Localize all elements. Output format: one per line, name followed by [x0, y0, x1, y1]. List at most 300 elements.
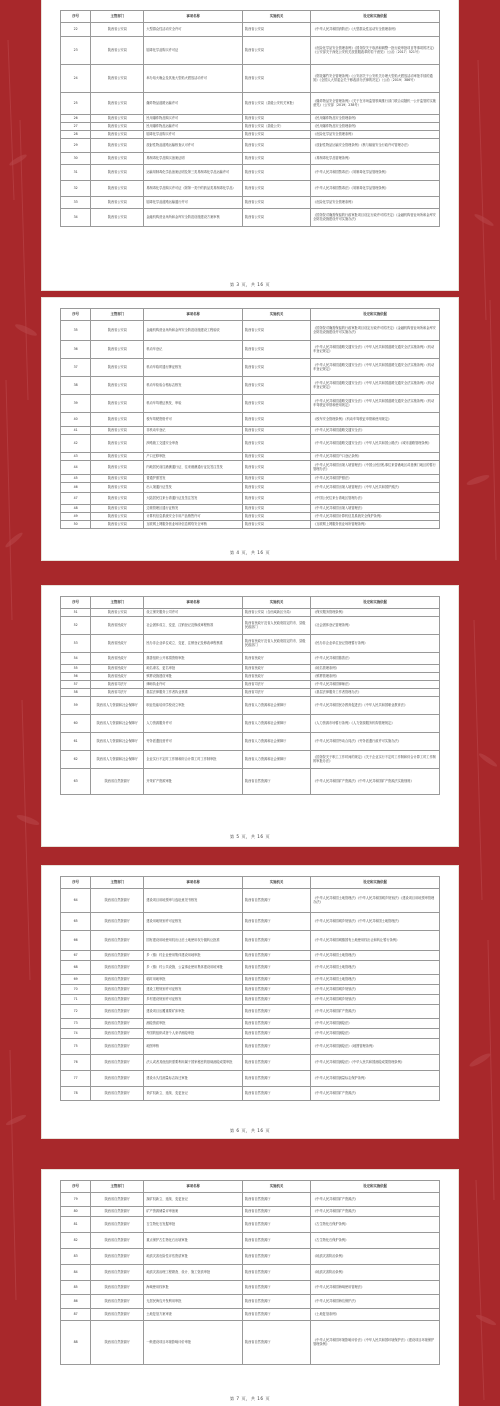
cell-no: 75: [61, 1039, 91, 1055]
table-row: [61, 1249, 440, 1265]
table-row: [61, 985, 440, 995]
cell-dept: 陕西省自然资源厅: [91, 975, 144, 985]
cell-law: 《民用爆炸物品安全管理条例》: [311, 115, 440, 123]
cell-no: 84: [61, 1265, 91, 1281]
cell-no: 81: [61, 1217, 91, 1233]
table-row: [61, 689, 440, 697]
cell-no: 53: [61, 635, 91, 653]
cell-law: 《民办非企业单位登记管理暂行条例》: [311, 635, 440, 653]
cell-org: 陕西省公安局: [242, 493, 310, 505]
cell-dept: 陕西省自然资源厅: [91, 1087, 144, 1101]
cell-law: 《中华人民共和国出境入境管理法》《中国公民因私事往来香港地区或者澳门地区的暂行管理办法》: [311, 461, 440, 475]
cell-dept: 陕西省公安局: [91, 395, 144, 413]
cell-no: 88: [61, 1321, 91, 1365]
table-row: [61, 461, 440, 475]
cell-org: 陕西省公安局: [242, 139, 310, 153]
cell-dept: 陕西省自然资源厅: [91, 1193, 144, 1207]
cell-dept: 陕西省自然资源厅: [91, 1029, 144, 1039]
table-row: [61, 165, 440, 181]
cell-no: 25: [61, 93, 91, 115]
table-row: [61, 913, 440, 931]
cell-org: 陕西省司法厅: [242, 681, 310, 689]
cell-law: 《人力资源市场暂行条例》《人力资源服务机构管理规定》: [311, 715, 440, 733]
table-row: [61, 197, 440, 209]
cell-item: 剧毒化学品购买许可证: [144, 37, 243, 65]
cell-dept: 陕西省公安局: [91, 181, 144, 197]
header-item: 事项名称: [144, 1181, 243, 1193]
table-row: [61, 951, 440, 961]
document-page: [42, 0, 458, 290]
cell-law: 《中华人民共和国出境入境管理法》: [311, 505, 440, 513]
table-row: [61, 483, 440, 493]
cell-no: 48: [61, 505, 91, 513]
table-row: [61, 453, 440, 461]
table-row: [61, 673, 440, 681]
cell-dept: 陕西省自然资源厅: [91, 1281, 144, 1295]
cell-law: 《中华人民共和国道路交通安全法》《中华人民共和国道路交通安全法实施条例》《机动车登记规定》: [311, 377, 440, 395]
cell-law: 《中华人民共和国出境入境管理法》《中华人民共和国护照法》: [311, 483, 440, 493]
cell-item: 互联网上网服务营业场所信息网络安全审核: [144, 521, 243, 529]
cell-no: 32: [61, 181, 91, 197]
cell-item: 社会团体成立、变更、注销登记及修改章程核准: [144, 617, 243, 635]
header-dept: 主管部门: [91, 877, 144, 889]
table-row: [61, 1005, 440, 1019]
cell-org: 陕西省民政厅: [242, 653, 310, 665]
cell-no: 54: [61, 653, 91, 665]
cell-item: 剧毒化学品购买许可: [144, 131, 243, 139]
table-row: [61, 1207, 440, 1217]
cell-item: 临时用地审批: [144, 975, 243, 985]
cell-no: 52: [61, 617, 91, 635]
table-row: [61, 359, 440, 377]
cell-dept: 陕西省自然资源厅: [91, 995, 144, 1005]
cell-no: 47: [61, 493, 91, 505]
cell-item: 剧毒化学品道路运输通行许可: [144, 197, 243, 209]
cell-item: 殡葬设施建设审批: [144, 673, 243, 681]
cell-org: 陕西省公安局: [242, 165, 310, 181]
cell-org: 陕西省公安局: [242, 23, 310, 37]
table-row: [61, 931, 440, 951]
cell-no: 69: [61, 975, 91, 985]
cell-org: 陕西省民政厅: [242, 665, 310, 673]
table-row: [61, 1309, 440, 1321]
table-row: [61, 23, 440, 37]
header-dept: 主管部门: [91, 11, 144, 23]
cell-org: 陕西省自然资源厅: [242, 1281, 310, 1295]
cell-no: 85: [61, 1281, 91, 1295]
cell-org: 陕西省自然资源厅: [242, 1193, 310, 1207]
table-row: [61, 1281, 440, 1295]
cell-dept: 陕西省公安局: [91, 153, 144, 165]
cell-org: 陕西省公安局: [242, 341, 310, 359]
cell-dept: 陕西省自然资源厅: [91, 1071, 144, 1087]
cell-dept: 陕西省公安局: [91, 93, 144, 115]
cell-dept: 陕西省公安局: [91, 427, 144, 435]
cell-item: 易制毒化学品购买备案证明: [144, 153, 243, 165]
cell-law: 《校车安全管理条例》《机动车驾驶证申领和使用规定》: [311, 413, 440, 427]
cell-item: 职业技能培训学校设立审批: [144, 697, 243, 715]
cell-item: 建设项目压覆重要矿床审批: [144, 1005, 243, 1019]
cell-org: 陕西省公安局: [242, 453, 310, 461]
table-row: [61, 93, 440, 115]
cell-dept: 陕西省司法厅: [91, 681, 144, 689]
cell-org: 陕西省自然资源厅: [242, 1019, 310, 1029]
cell-law: 《中华人民共和国道路交通安全法》《中华人民共和国道路交通安全法实施条例》《机动车登记规定》: [311, 341, 440, 359]
table-row: [61, 341, 440, 359]
cell-item: 建设永久性测量标志拆迁审批: [144, 1071, 243, 1087]
cell-item: 放射性物品道路运输核查认可许可: [144, 139, 243, 153]
cell-no: 76: [61, 1055, 91, 1071]
cell-no: 33: [61, 197, 91, 209]
cell-law: 《社会团体登记管理条例》: [311, 617, 440, 635]
table-row: [61, 1029, 440, 1039]
table-row: [61, 697, 440, 715]
cell-org: 陕西省人力资源和社会保障厅: [242, 733, 310, 751]
cell-org: 陕西省自然资源厅: [242, 1265, 310, 1281]
cell-no: 42: [61, 435, 91, 453]
cell-item: 测绘资质审批: [144, 1019, 243, 1029]
header-item: 事项名称: [144, 309, 243, 321]
table-row: [61, 715, 440, 733]
cell-law: 《地质灾害防治条例》: [311, 1265, 440, 1281]
cell-org: 陕西省公安局: [242, 483, 310, 493]
cell-item: 户口迁移审批: [144, 453, 243, 461]
cell-org: 陕西省公安局: [242, 427, 310, 435]
header-item: 事项名称: [144, 877, 243, 889]
table-row: [61, 1071, 440, 1087]
table-row: [61, 513, 440, 521]
cell-law: 《中华人民共和国户口登记条例》: [311, 453, 440, 461]
cell-law: 《中华人民共和国计算机信息系统安全保护条例》: [311, 513, 440, 521]
cell-law: 《中华人民共和国城镇国有土地使用权出让和转让暂行条例》: [311, 931, 440, 951]
cell-org: 陕西省公安局: [242, 115, 310, 123]
cell-no: 62: [61, 751, 91, 769]
header-no: 序号: [61, 877, 91, 889]
cell-org: 陕西省公安局: [242, 321, 310, 341]
header-org: 实施机关: [242, 309, 310, 321]
cell-no: 66: [61, 931, 91, 951]
header-law: 设定和实施依据: [311, 597, 440, 609]
cell-org: 陕西省自然资源厅: [242, 1087, 310, 1101]
cell-dept: 陕西省自然资源厅: [91, 913, 144, 931]
cell-org: 陕西省自然资源厅: [242, 1071, 310, 1087]
approval-table: [60, 308, 440, 529]
page-footer: 第 7 页，共 16 页: [229, 1396, 271, 1401]
cell-item: 大陆居民往来台湾通行证及签注签发: [144, 493, 243, 505]
cell-dept: 陕西省公安局: [91, 341, 144, 359]
cell-org: 陕西省人力资源和社会保障厅: [242, 715, 310, 733]
table-header-row: [61, 1181, 440, 1193]
cell-no: 57: [61, 681, 91, 689]
cell-no: 78: [61, 1087, 91, 1101]
cell-law: 《中华人民共和国禁毒法》《易制毒化学品管理条例》: [311, 181, 440, 197]
cell-dept: 陕西省公安局: [91, 377, 144, 395]
cell-item: 民办非企业单位成立、变更、注销登记及修改章程核准: [144, 635, 243, 653]
cell-dept: 陕西省民政厅: [91, 617, 144, 635]
cell-no: 38: [61, 377, 91, 395]
table-row: [61, 1265, 440, 1281]
header-dept: 主管部门: [91, 597, 144, 609]
cell-dept: 陕西省自然资源厅: [91, 769, 144, 795]
cell-law: 《中华人民共和国矿产资源法》: [311, 1087, 440, 1101]
table-row: [61, 635, 440, 653]
cell-law: 《中华人民共和国测量标志保护条例》: [311, 1071, 440, 1087]
cell-law: 《中华人民共和国海岛保护法》: [311, 1295, 440, 1309]
cell-law: 《易制毒化学品管理条例》: [311, 153, 440, 165]
header-law: 设定和实施依据: [311, 11, 440, 23]
cell-org: 陕西省公安局: [242, 513, 310, 521]
cell-item: 基层法律服务工作者执业核准: [144, 689, 243, 697]
cell-item: 举办焰火晚会及其他大型焰火燃放活动许可: [144, 65, 243, 93]
cell-item: 海域使用权审批: [144, 1281, 243, 1295]
cell-no: 29: [61, 139, 91, 153]
header-org: 实施机关: [242, 11, 310, 23]
page-footer: 第 6 页，共 16 页: [229, 1128, 271, 1133]
table-row: [61, 377, 440, 395]
cell-law: 《爆炸物品安全管理条例》《关于在市场监管领域推行部门联合双随机一公开监管的实施意见》（公安部〔2019〕238号）: [311, 93, 440, 115]
cell-item: 建设工程规划许可证核发: [144, 985, 243, 995]
cell-item: 法人或者其他组织需要利用属于国家秘密的基础测绘成果审批: [144, 1055, 243, 1071]
cell-dept: 陕西省自然资源厅: [91, 889, 144, 913]
cell-item: 内地居民前往港澳通行证、往来港澳通行证及签注签发: [144, 461, 243, 475]
cell-org: 陕西省公安局: [242, 413, 310, 427]
cell-dept: 陕西省公安局: [91, 123, 144, 131]
cell-no: 87: [61, 1309, 91, 1321]
cell-no: 46: [61, 483, 91, 493]
table-header-row: [61, 11, 440, 23]
document-page: [42, 586, 458, 846]
table-row: [61, 435, 440, 453]
cell-org: 陕西省自然资源厅: [242, 975, 310, 985]
cell-item: 易制毒化学品购买许可证（除第一类中的药品类易制毒化学品）: [144, 181, 243, 197]
cell-dept: 陕西省自然资源厅: [91, 1039, 144, 1055]
cell-item: 人力资源服务许可: [144, 715, 243, 733]
cell-item: 乡（镇）村企业使用集体建设用地审批: [144, 951, 243, 961]
cell-item: 建设项目用地预审与选址意见书核发: [144, 889, 243, 913]
header-dept: 主管部门: [91, 309, 144, 321]
table-row: [61, 617, 440, 635]
table-row: [61, 427, 440, 435]
cell-law: 《民用爆炸物品安全管理条例》: [311, 123, 440, 131]
table-row: [61, 1217, 440, 1233]
cell-dept: 陕西省民政厅: [91, 665, 144, 673]
cell-org: 陕西省公安局: [242, 209, 310, 227]
cell-no: 49: [61, 513, 91, 521]
cell-dept: 陕西省公安局: [91, 483, 144, 493]
table-row: [61, 413, 440, 427]
table-row: [61, 1019, 440, 1029]
cell-org: 陕西省公安局: [242, 359, 310, 377]
cell-law: 《中华人民共和国慈善法》: [311, 653, 440, 665]
table-row: [61, 769, 440, 795]
cell-law: 《中华人民共和国城乡规划法》: [311, 995, 440, 1005]
table-header-row: [61, 597, 440, 609]
cell-law: 《中华人民共和国土地管理法》: [311, 961, 440, 975]
cell-no: 68: [61, 961, 91, 975]
cell-dept: 陕西省自然资源厅: [91, 1265, 144, 1281]
header-no: 序号: [61, 11, 91, 23]
cell-law: 《中华人民共和国城乡规划法》《中华人民共和国土地管理法》: [311, 913, 440, 931]
table-row: [61, 751, 440, 769]
cell-dept: 陕西省自然资源厅: [91, 1019, 144, 1029]
cell-dept: 陕西省公安局: [91, 435, 144, 453]
cell-org: 陕西省自然资源厅: [242, 889, 310, 913]
cell-dept: 陕西省民政厅: [91, 635, 144, 653]
cell-no: 41: [61, 427, 91, 435]
cell-dept: 陕西省自然资源厅: [91, 1005, 144, 1019]
cell-org: 陕西省公安局: [242, 37, 310, 65]
cell-law: 《危险化学品安全管理条例》: [311, 131, 440, 139]
table-row: [61, 321, 440, 341]
cell-item: 出入境通行证签发: [144, 483, 243, 493]
document-page: [42, 298, 458, 560]
cell-org: 陕西省自然资源厅: [242, 961, 310, 975]
cell-no: 26: [61, 115, 91, 123]
cell-law: 《地名管理条例》: [311, 665, 440, 673]
cell-no: 28: [61, 131, 91, 139]
cell-org: 陕西省公安局: [242, 521, 310, 529]
cell-dept: 陕西省自然资源厅: [91, 1295, 144, 1309]
header-item: 事项名称: [144, 597, 243, 609]
cell-law: 《国务院关于职工工作时间的规定》《关于企业实行不定时工作制和综合计算工时工作制的审批办法》: [311, 751, 440, 769]
cell-law: 《国务院对确需保留的行政审批项目设定行政许可的决定》《金融机构营业场所和金库安全防范设施建设许可实施办法》: [311, 209, 440, 227]
cell-law: 《中华人民共和国海域使用管理法》: [311, 1281, 440, 1295]
cell-no: 67: [61, 951, 91, 961]
table-row: [61, 681, 440, 689]
cell-no: 59: [61, 697, 91, 715]
cell-org: 陕西省公安局（含西咸新区分局）: [242, 609, 310, 617]
cell-item: 一般建设项目环境影响评价审批: [144, 1321, 243, 1365]
cell-no: 60: [61, 715, 91, 733]
cell-dept: 陕西省司法厅: [91, 689, 144, 697]
cell-org: 陕西省民政厅及省人民政府指定的市、县级民政部门: [242, 635, 310, 653]
table-row: [61, 153, 440, 165]
cell-item: 建设用地规划许可证核发: [144, 913, 243, 931]
cell-law: 《中华人民共和国道路交通安全法》《中华人民共和国道路交通安全法实施条例》《机动车驾驶证申领和使用规定》: [311, 395, 440, 413]
cell-item: 土地复垦方案审查: [144, 1309, 243, 1321]
cell-dept: 陕西省公安局: [91, 359, 144, 377]
cell-no: 72: [61, 1005, 91, 1019]
cell-dept: 陕西省民政厅: [91, 653, 144, 665]
cell-dept: 陕西省公安局: [91, 139, 144, 153]
cell-org: 陕西省自然资源厅: [242, 931, 310, 951]
cell-no: 86: [61, 1295, 91, 1309]
header-org: 实施机关: [242, 1181, 310, 1193]
cell-no: 50: [61, 521, 91, 529]
cell-law: 《中华人民共和国消防法》《大型群众性活动安全管理条例》: [311, 23, 440, 37]
table-header-row: [61, 309, 440, 321]
cell-no: 56: [61, 673, 91, 681]
cell-org: 陕西省自然资源厅: [242, 913, 310, 931]
cell-law: 《中华人民共和国民办教育促进法》《中华人民共和国职业教育法》: [311, 697, 440, 715]
cell-item: 大型群众性活动安全许可: [144, 23, 243, 37]
cell-dept: 陕西省公安局: [91, 505, 144, 513]
cell-law: 《中华人民共和国道路交通安全法》《中华人民共和国道路交通安全法实施条例》《机动车登记规定》: [311, 359, 440, 377]
cell-law: 《中华人民共和国土地管理法》: [311, 951, 440, 961]
cell-org: 陕西省自然资源厅: [242, 1295, 310, 1309]
cell-org: 陕西省自然资源厅: [242, 1309, 310, 1321]
cell-org: 陕西省公安局: [242, 395, 310, 413]
cell-org: 陕西省自然资源厅: [242, 1249, 310, 1265]
cell-dept: 陕西省自然资源厅: [91, 1309, 144, 1321]
cell-dept: 陕西省自然资源厅: [91, 961, 144, 975]
cell-dept: 陕西省公安局: [91, 609, 144, 617]
cell-law: 《危险化学品安全管理条例》《国务院关于取消和调整一批行政审批项目等事项的决定》《公安部关于深化公安机关放管服改革的若干意见》（公治〔2017〕521号）: [311, 37, 440, 65]
cell-dept: 陕西省公安局: [91, 165, 144, 181]
header-no: 序号: [61, 597, 91, 609]
cell-item: 古生物化石发掘审批: [144, 1217, 243, 1233]
cell-org: 陕西省自然资源厅: [242, 1039, 310, 1055]
cell-dept: 陕西省自然资源厅: [91, 931, 144, 951]
cell-org: 陕西省公安局（县级公安）: [242, 123, 310, 131]
table-row: [61, 665, 440, 673]
cell-item: 边境管理区通行证核发: [144, 505, 243, 513]
cell-law: 《中华人民共和国测绘法》: [311, 1019, 440, 1029]
cell-item: 地质灾害治理工程勘查、设计、施工资质审批: [144, 1265, 243, 1281]
cell-no: 70: [61, 985, 91, 995]
table-row: [61, 961, 440, 975]
cell-item: 设立保安服务公司许可: [144, 609, 243, 617]
table-row: [61, 1321, 440, 1365]
header-org: 实施机关: [242, 597, 310, 609]
cell-dept: 陕西省公安局: [91, 131, 144, 139]
cell-dept: 陕西省公安局: [91, 493, 144, 505]
table-row: [61, 505, 440, 513]
cell-no: 30: [61, 153, 91, 165]
cell-org: 陕西省司法厅: [242, 689, 310, 697]
cell-law: 《中华人民共和国环境影响评价法》《中华人民共和国环境保护法》《建设项目环境保护管理条例》: [311, 1321, 440, 1365]
cell-no: 71: [61, 995, 91, 1005]
cell-dept: 陕西省公安局: [91, 321, 144, 341]
cell-item: 非机动车登记: [144, 427, 243, 435]
cell-org: 陕西省自然资源厅: [242, 1321, 310, 1365]
header-dept: 主管部门: [91, 1181, 144, 1193]
cell-item: 普通护照签发: [144, 475, 243, 483]
cell-no: 73: [61, 1019, 91, 1029]
cell-item: 企业实行不定时工作制和综合计算工时工作制审批: [144, 751, 243, 769]
cell-no: 61: [61, 733, 91, 751]
cell-item: 民用爆炸物品运输许可: [144, 123, 243, 131]
cell-no: 27: [61, 123, 91, 131]
cell-no: 37: [61, 359, 91, 377]
cell-no: 36: [61, 341, 91, 359]
cell-law: 《古生物化石保护条例》: [311, 1217, 440, 1233]
cell-no: 74: [61, 1029, 91, 1039]
cell-no: 45: [61, 475, 91, 483]
cell-dept: 陕西省公安局: [91, 115, 144, 123]
table-row: [61, 733, 440, 751]
cell-org: 陕西省民政厅: [242, 673, 310, 681]
cell-dept: 陕西省公安局: [91, 413, 144, 427]
table-row: [61, 1055, 440, 1071]
cell-law: 《殡葬管理条例》: [311, 673, 440, 681]
cell-dept: 陕西省公安局: [91, 521, 144, 529]
cell-org: 陕西省公安局: [242, 505, 310, 513]
cell-law: 《中华人民共和国道路交通安全法》《中华人民共和国公路法》《城市道路管理条例》: [311, 435, 440, 453]
cell-item: 矿产资源储量评审备案: [144, 1207, 243, 1217]
approval-table: [60, 596, 440, 795]
cell-item: 地名命名、更名审批: [144, 665, 243, 673]
cell-dept: 陕西省公安局: [91, 23, 144, 37]
cell-law: 《国务院对确需保留的行政审批项目设定行政许可的决定》《金融机构营业场所和金库安全防范设施建设许可实施办法》: [311, 321, 440, 341]
cell-org: 陕西省自然资源厅: [242, 1029, 310, 1039]
cell-org: 陕西省人力资源和社会保障厅: [242, 751, 310, 769]
cell-item: 民用爆炸物品购买许可: [144, 115, 243, 123]
cell-law: 《基层法律服务工作者管理办法》: [311, 689, 440, 697]
cell-org: 陕西省公安局: [242, 461, 310, 475]
header-no: 序号: [61, 1181, 91, 1193]
cell-no: 44: [61, 461, 91, 475]
